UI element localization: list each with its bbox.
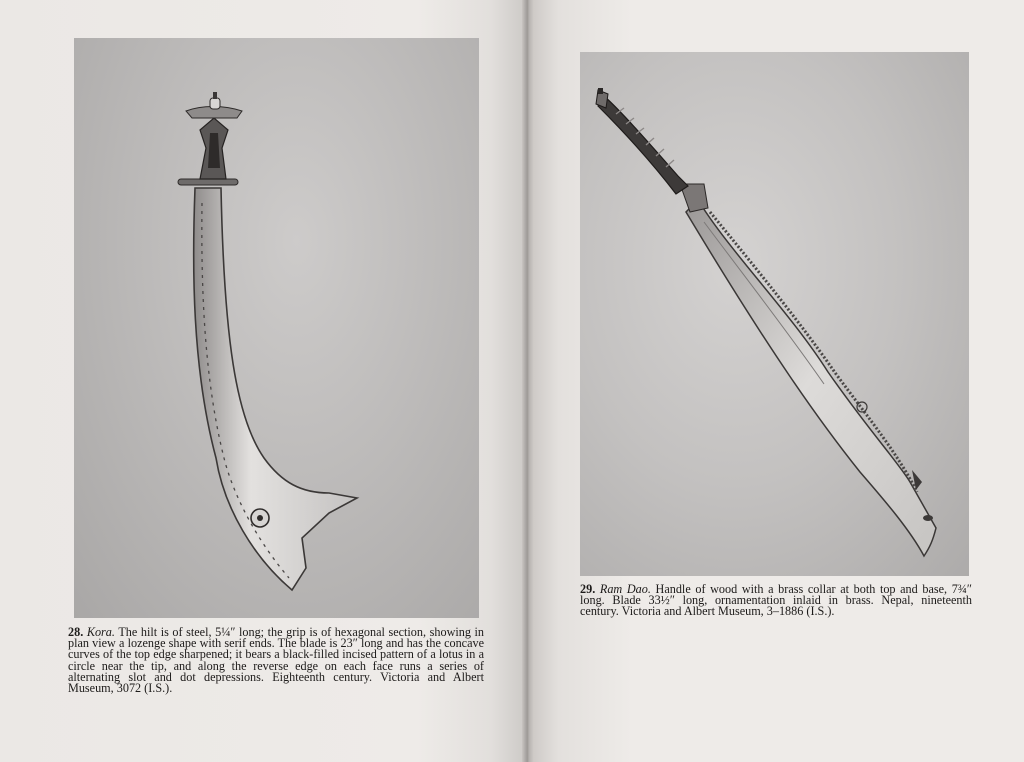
plate-29-title: Ram Dao. xyxy=(599,582,651,596)
plate-29-ram-dao-photo xyxy=(580,52,969,576)
plate-28-caption-text: The hilt is of steel, 5¼″ long; the grip is of hexagonal section, showing in plan view a lozenge shape with serif ends. The blade is 23″ long and has the concave curves of the top edge sharpened; it bears a black-filled incised pattern of a lotus in a circle near the tip, and along the reverse edge on each face runs a series of alternating slot and dot depressions. Eighteenth century. Victoria and Albert Museum, 3072 (I.S.). xyxy=(68,625,485,696)
plate-28-number: 28. xyxy=(68,625,84,639)
plate-29-number: 29. xyxy=(580,582,596,596)
plate-28-title: Kora. xyxy=(86,625,115,639)
plate-28-kora-photo xyxy=(74,38,479,618)
plate-29-caption xyxy=(580,584,972,618)
ram-dao-illustration xyxy=(580,52,969,576)
kora-sword-illustration xyxy=(74,38,479,618)
plate-29-caption-text: Handle of wood with a brass collar at both top and base, 7¾″ long. Blade 33½″ long, ornamentation inlaid in brass. Nepal, nineteenth century. Victoria and Albert Museum, 3–1886 (I.S.). xyxy=(580,582,973,619)
plate-28-caption xyxy=(68,627,484,694)
book-gutter xyxy=(522,0,534,762)
